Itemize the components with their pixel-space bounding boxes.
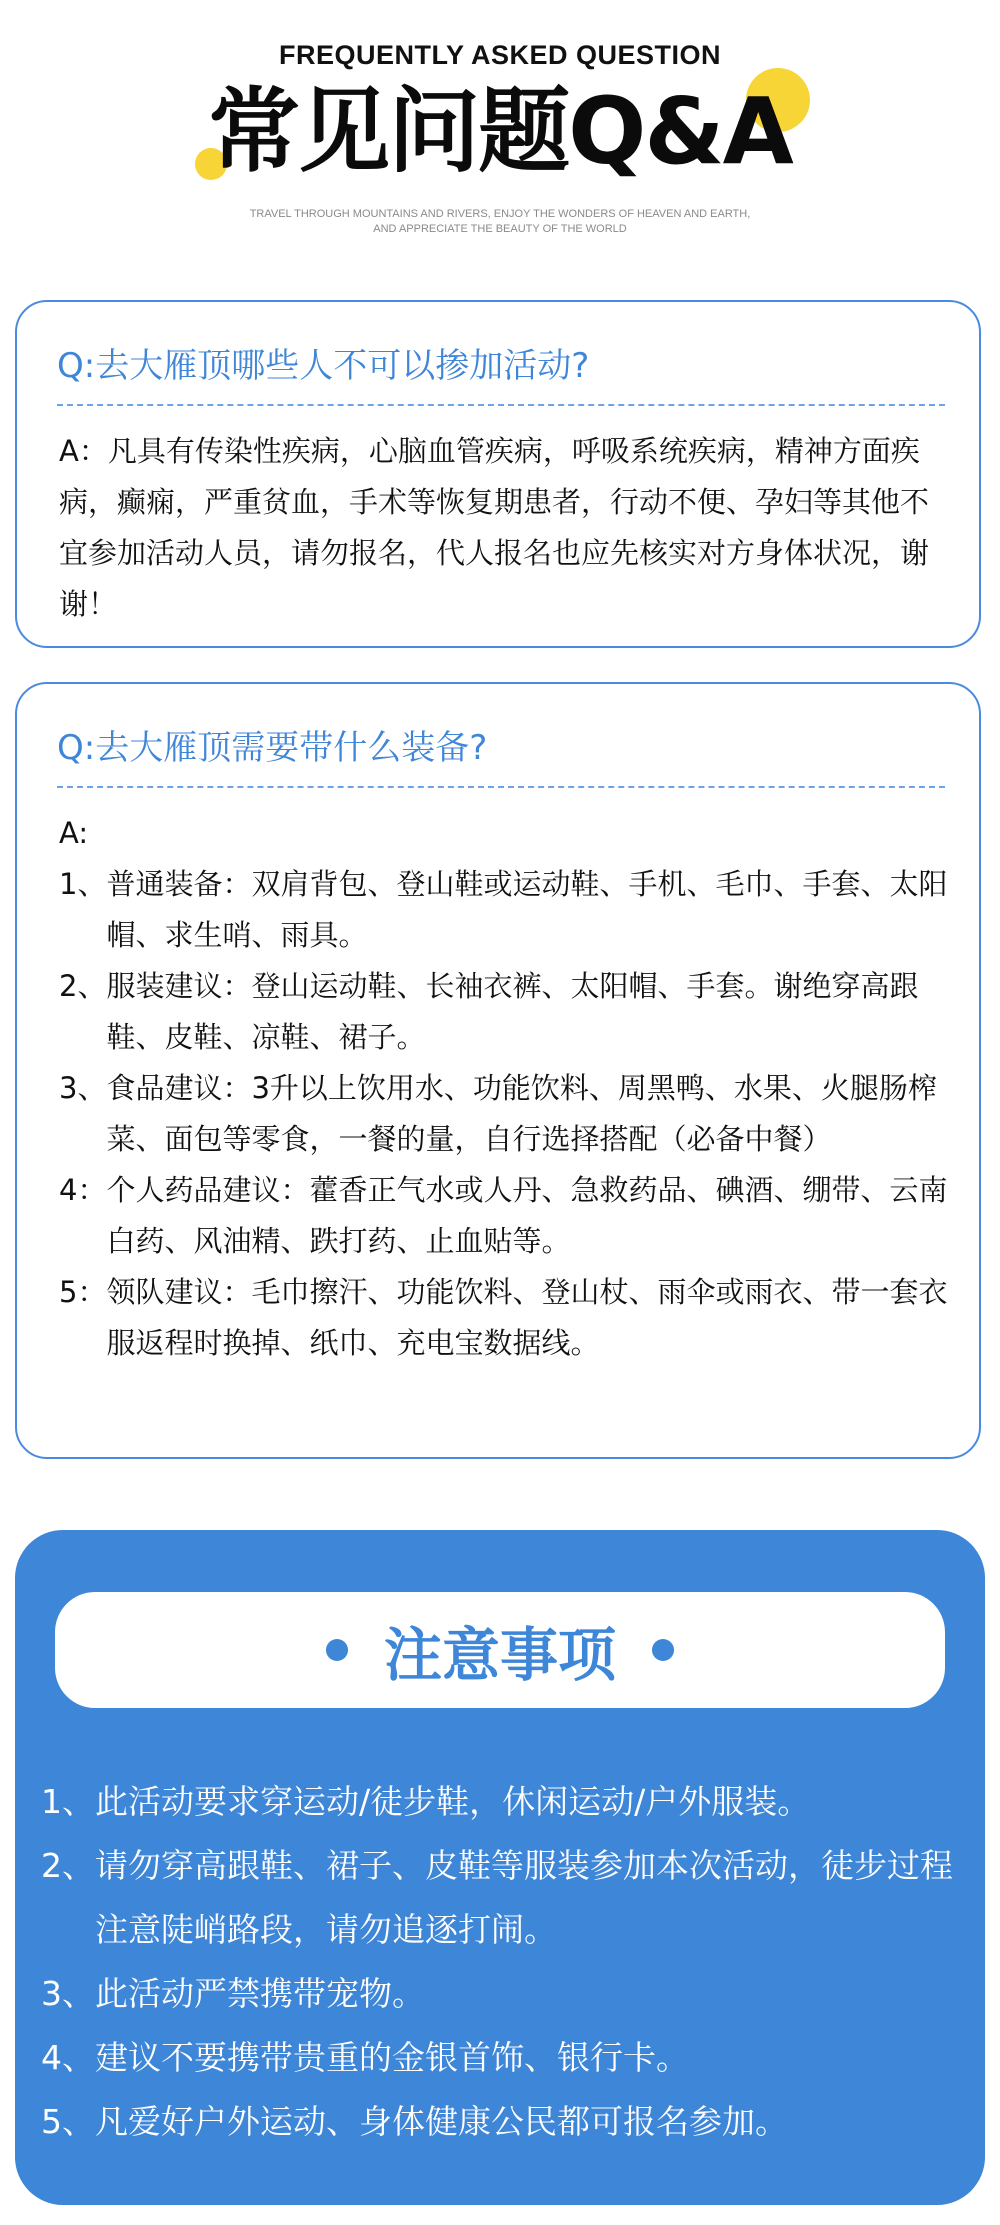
list-number: 4：: [59, 1173, 107, 1207]
list-item: [41, 2090, 967, 2154]
list-text: 请勿穿高跟鞋、裙子、皮鞋等服装参加本次活动，徒步过程注意陡峭路段，请勿追逐打闹。: [95, 1846, 953, 1949]
list-number: 2、: [59, 969, 107, 1003]
list-number: 5、: [41, 2102, 95, 2141]
list-number: 1、: [59, 867, 107, 901]
faq-answer: A：凡具有传染性疾病，心脑血管疾病，呼吸系统疾病，精神方面疾病，癫痫，严重贫血，手术等恢复期患者，行动不便、孕妇等其他不宜参加活动人员，请勿报名，代人报名也应先核实对方身体状况，谢谢！: [59, 434, 930, 621]
faq-answer: [59, 808, 955, 1369]
list-item: [59, 1165, 955, 1267]
list-text: 服装建议：登山运动鞋、长袖衣裤、太阳帽、手套。谢绝穿高跟鞋、皮鞋、凉鞋、裙子。: [106, 969, 919, 1054]
faq-card-who-cannot-join: [15, 300, 981, 648]
list-text: 此活动要求穿运动/徒步鞋，休闲运动/户外服装。: [95, 1782, 811, 1821]
list-number: 5：: [59, 1275, 107, 1309]
notice-panel: [15, 1530, 985, 2205]
list-text: 普通装备：双肩背包、登山鞋或运动鞋、手机、毛巾、手套、太阳帽、求生哨、雨具。: [106, 867, 948, 952]
list-item: [59, 1063, 955, 1165]
list-text: 领队建议：毛巾擦汗、功能饮料、登山杖、雨伞或雨衣、带一套衣服返程时换掉、纸巾、充电宝数据线。: [106, 1275, 948, 1360]
notice-title: 注意事项: [383, 1621, 616, 1689]
notice-list: [41, 1770, 967, 2154]
list-item: [41, 1962, 967, 2026]
faq-header: [0, 0, 1000, 280]
list-item: [59, 961, 955, 1063]
list-number: 3、: [41, 1974, 95, 2013]
header-kicker: FREQUENTLY ASKED QUESTION: [278, 40, 722, 70]
dashed-divider: [57, 404, 945, 406]
header-subtitle-line1: TRAVEL THROUGH MOUNTAINS AND RIVERS, ENJOY THE WONDERS OF HEAVEN AND EARTH,: [249, 208, 751, 220]
list-number: 3、: [59, 1071, 107, 1105]
list-item: [59, 859, 955, 961]
list-number: 1、: [41, 1782, 95, 1821]
notice-title-pill: [55, 1592, 945, 1708]
list-number: 2、: [41, 1846, 95, 1885]
bullet-dot-icon: [652, 1639, 674, 1661]
answer-prefix: A:: [59, 816, 89, 850]
list-text: 凡爱好户外运动、身体健康公民都可报名参加。: [95, 2102, 788, 2141]
list-text: 食品建议：3升以上饮用水、功能饮料、周黑鸭、水果、火腿肠榨菜、面包等零食，一餐的量，自行选择搭配（必备中餐）: [106, 1071, 937, 1156]
dashed-divider: [57, 786, 945, 788]
page-title: 常见问题Q&A: [208, 78, 792, 185]
header-subtitle-line2: AND APPRECIATE THE BEAUTY OF THE WORLD: [373, 223, 627, 235]
list-item: [41, 1834, 967, 1962]
header-subtitle: [0, 207, 1000, 237]
faq-card-equipment: [15, 682, 981, 1459]
faq-question: Q:去大雁顶哪些人不可以掺加活动?: [57, 346, 590, 386]
bullet-dot-icon: [326, 1639, 348, 1661]
list-text: 个人药品建议：藿香正气水或人丹、急救药品、碘酒、绷带、云南白药、风油精、跌打药、止血贴等。: [106, 1173, 948, 1258]
list-text: 建议不要携带贵重的金银首饰、银行卡。: [95, 2038, 689, 2077]
list-item: [59, 1267, 955, 1369]
list-text: 此活动严禁携带宠物。: [95, 1974, 425, 2013]
faq-question: Q:去大雁顶需要带什么装备?: [57, 728, 488, 768]
list-item: [41, 2026, 967, 2090]
list-item: [41, 1770, 967, 1834]
list-number: 4、: [41, 2038, 95, 2077]
